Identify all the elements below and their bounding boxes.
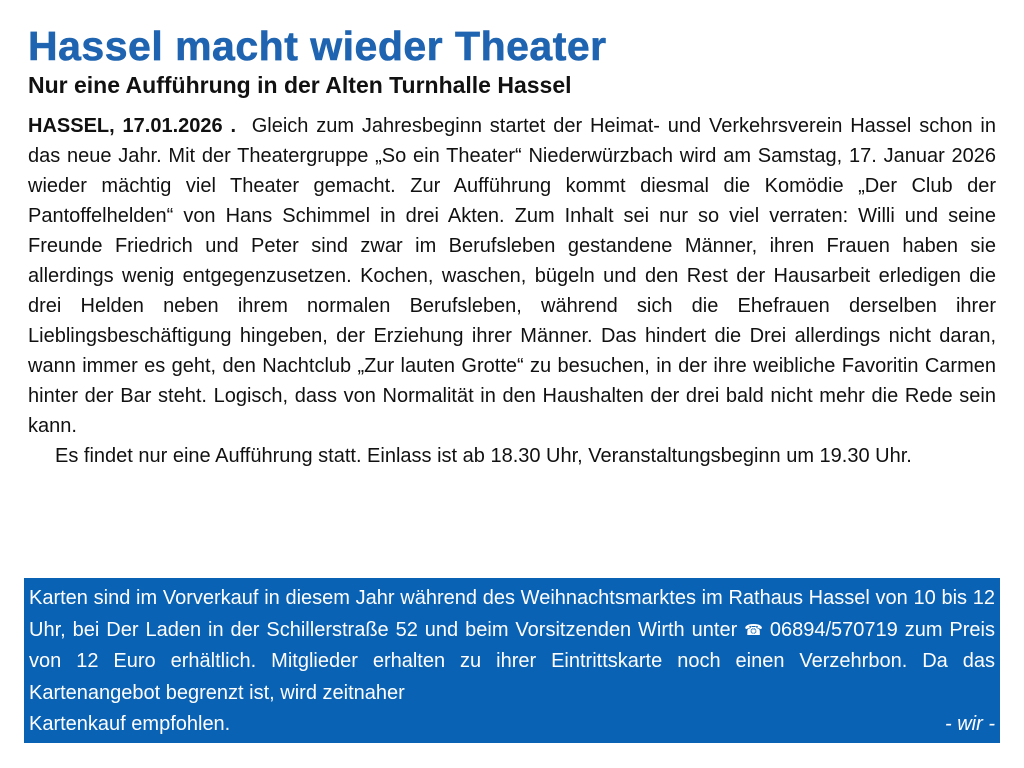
article (28, 22, 996, 471)
article-dateline: HASSEL, 17.01.2026 . (28, 115, 237, 137)
ticket-info-text-part-2: 06894/570719 zum Preis von 12 Euro erhältlich. Mitglieder erhalten zu ihrer Eintrittskarte noch einen Verzehrbon. Da das Kartenangebot begrenzt ist, wird zeitnaher (29, 618, 995, 704)
author-signature: - wir - (945, 713, 995, 735)
article-paragraph-1 (28, 111, 996, 441)
article-headline: Hassel macht wieder Theater (28, 23, 607, 69)
ticket-info-last-line (29, 709, 995, 741)
article-paragraph-2-text: Es findet nur eine Aufführung statt. Einlass ist ab 18.30 Uhr, Veranstaltungsbeginn um 19.30 Uhr. (55, 445, 912, 467)
ticket-info-text-part-1: Karten sind im Vorverkauf in diesem Jahr während des Weihnachtsmarktes im Rathaus Hassel von 10 bis 12 Uhr, bei Der Laden in der Schillerstraße 52 und beim Vorsitzenden Wirth unter (29, 587, 995, 641)
phone-icon: ☎ (744, 621, 763, 639)
article-paragraph-1-text: Gleich zum Jahresbeginn startet der Heimat- und Verkehrsverein Hassel schon in das neue Jahr. Mit der Theatergruppe „So ein Theater“ Niederwürzbach wird am Samstag, 17. Januar 2026 wieder mächtig viel Theater gemacht. Zur Aufführung kommt diesmal die Komödie „Der Club der Pantoffelhelden“ von Hans Schimmel in drei Akten. Zum Inhalt sei nur so viel verraten: Willi und seine Freunde Friedrich und Peter sind zwar im Berufsleben gestandene Männer, ihren Frauen haben sie allerdings wenig entgegenzusetzen. Kochen, waschen, bügeln und den Rest der Hausarbeit erledigen die drei Helden neben ihrem normalen Berufsleben, während sich die Ehefrauen derselben ihrer Lieblingsbeschäftigung hingeben, der Erziehung ihrer Männer. Das hindert die Drei allerdings nicht daran, wann immer es geht, den Nachtclub „Zur lauten Grotte“ zu besuchen, in der ihre weibliche Favoritin Carmen hinter der Bar steht. Logisch, dass von Normalität in den Haushalten der drei bald nicht mehr die Rede sein kann. (28, 115, 996, 437)
ticket-info-box (24, 578, 1000, 743)
article-paragraph-2 (28, 441, 996, 471)
ticket-info-text (29, 583, 995, 709)
article-subheadline: Nur eine Aufführung in der Alten Turnhalle Hassel (28, 72, 572, 98)
ticket-info-closing-text: Kartenkauf empfohlen. (29, 713, 231, 735)
